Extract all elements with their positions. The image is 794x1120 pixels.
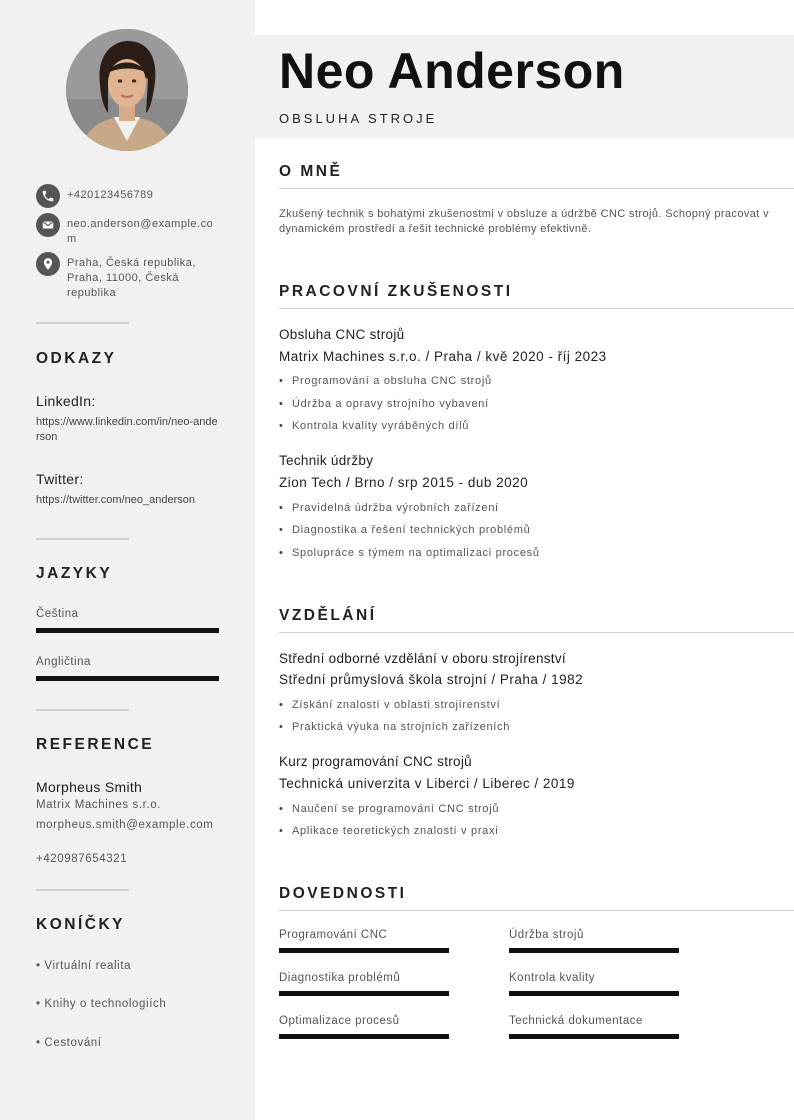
skill-name: Údržba strojů xyxy=(509,929,584,941)
skill-level-bar xyxy=(509,1034,679,1039)
education-bullet: • Získání znalostí v oblasti strojírenství xyxy=(279,699,500,711)
job-title-entry: Obsluha CNC strojů xyxy=(279,327,405,342)
skills-heading: DOVEDNOSTI xyxy=(279,885,407,902)
reference-phone: +420987654321 xyxy=(36,853,128,865)
education-bullet: • Praktická výuka na strojních zařízeních xyxy=(279,721,510,733)
job-company-line: Zion Tech / Brno / srp 2015 - dub 2020 xyxy=(279,475,529,490)
job-company-line: Matrix Machines s.r.o. / Praha / kvě 2020 - říj 2023 xyxy=(279,349,607,364)
reference-name: Morpheus Smith xyxy=(36,779,143,795)
sidebar-divider xyxy=(36,538,129,540)
links-heading: ODKAZY xyxy=(36,350,117,367)
job-bullet: • Pravidelná údržba výrobních zařízení xyxy=(279,502,499,514)
education-school-line: Střední průmyslová škola strojní / Praha / 1982 xyxy=(279,672,584,687)
skill-level-bar xyxy=(279,1034,449,1039)
reference-heading: REFERENCE xyxy=(36,736,155,753)
mail-icon xyxy=(36,213,60,237)
about-heading: O MNĚ xyxy=(279,163,343,180)
skill-level-bar xyxy=(279,948,449,953)
language-level-bar xyxy=(36,676,219,681)
person-name: Neo Anderson xyxy=(279,43,625,99)
contact-email-row xyxy=(36,213,217,247)
reference-email[interactable]: morpheus.smith@example.com xyxy=(36,819,214,831)
sidebar-divider xyxy=(36,889,129,891)
hobby-item: • Cestování xyxy=(36,1037,102,1049)
skill-name: Programování CNC xyxy=(279,929,388,941)
twitter-link[interactable]: https://twitter.com/neo_anderson xyxy=(36,494,195,506)
contact-address-row xyxy=(36,252,217,301)
sidebar-divider xyxy=(36,709,129,711)
phone-icon xyxy=(36,184,60,208)
section-rule xyxy=(279,632,794,633)
job-title-entry: Technik údržby xyxy=(279,453,374,468)
job-bullet: • Diagnostika a řešení technických problémů xyxy=(279,524,530,536)
contact-address: Praha, Česká republika, Praha, 11000, Česká republika xyxy=(67,257,196,299)
education-heading: VZDĚLÁNÍ xyxy=(279,607,377,624)
hobby-item: • Knihy o technologiích xyxy=(36,998,167,1010)
hobby-label: Virtuální realita xyxy=(44,960,132,972)
hobbies-heading: KONÍČKY xyxy=(36,916,125,933)
contact-phone: +420123456789 xyxy=(67,189,154,201)
job-bullet: • Údržba a opravy strojního vybavení xyxy=(279,398,489,410)
contact-phone-row xyxy=(36,184,217,208)
language-name: Čeština xyxy=(36,608,79,620)
languages-heading: JAZYKY xyxy=(36,565,113,582)
education-bullet: • Aplikace teoretických znalostí v praxi xyxy=(279,825,498,837)
skill-name: Technická dokumentace xyxy=(509,1015,643,1027)
twitter-label: Twitter: xyxy=(36,471,84,487)
linkedin-label: LinkedIn: xyxy=(36,393,96,409)
profile-photo xyxy=(66,29,188,151)
language-name: Angličtina xyxy=(36,656,91,668)
job-title: OBSLUHA STROJE xyxy=(279,111,438,126)
hobby-label: Knihy o technologiích xyxy=(44,998,167,1010)
section-rule xyxy=(279,188,794,189)
sidebar xyxy=(0,0,255,1120)
hobby-label: Cestování xyxy=(44,1037,102,1049)
job-bullet: • Kontrola kvality vyráběných dílů xyxy=(279,420,469,432)
skill-name: Diagnostika problémů xyxy=(279,972,401,984)
linkedin-link[interactable]: https://www.linkedin.com/in/neo-anderson xyxy=(36,416,218,443)
experience-heading: PRACOVNÍ ZKUŠENOSTI xyxy=(279,283,513,300)
hobby-item: • Virtuální realita xyxy=(36,960,132,972)
skill-name: Kontrola kvality xyxy=(509,972,595,984)
section-rule xyxy=(279,308,794,309)
skill-level-bar xyxy=(279,991,449,996)
education-title: Střední odborné vzdělání v oboru strojírenství xyxy=(279,651,566,666)
job-bullet: • Spolupráce s týmem na optimalizaci procesů xyxy=(279,547,540,559)
education-bullet: • Naučení se programování CNC strojů xyxy=(279,803,499,815)
job-bullet: • Programování a obsluha CNC strojů xyxy=(279,375,492,387)
skill-level-bar xyxy=(509,991,679,996)
language-level-bar xyxy=(36,628,219,633)
sidebar-divider xyxy=(36,322,129,324)
location-pin-icon xyxy=(36,252,60,276)
portrait-image xyxy=(66,29,188,151)
contact-email[interactable]: neo.anderson@example.com xyxy=(67,218,214,245)
education-school-line: Technická univerzita v Liberci / Liberec / 2019 xyxy=(279,776,575,791)
section-rule xyxy=(279,910,794,911)
about-text: Zkušený technik s bohatými zkušenostmi v obsluze a údržbě CNC strojů. Schopný pracovat v dynamickém prostředí a řešit technické problémy efektivně. xyxy=(279,208,770,235)
skill-name: Optimalizace procesů xyxy=(279,1015,400,1027)
education-title: Kurz programování CNC strojů xyxy=(279,754,472,769)
skill-level-bar xyxy=(509,948,679,953)
reference-company: Matrix Machines s.r.o. xyxy=(36,799,162,811)
